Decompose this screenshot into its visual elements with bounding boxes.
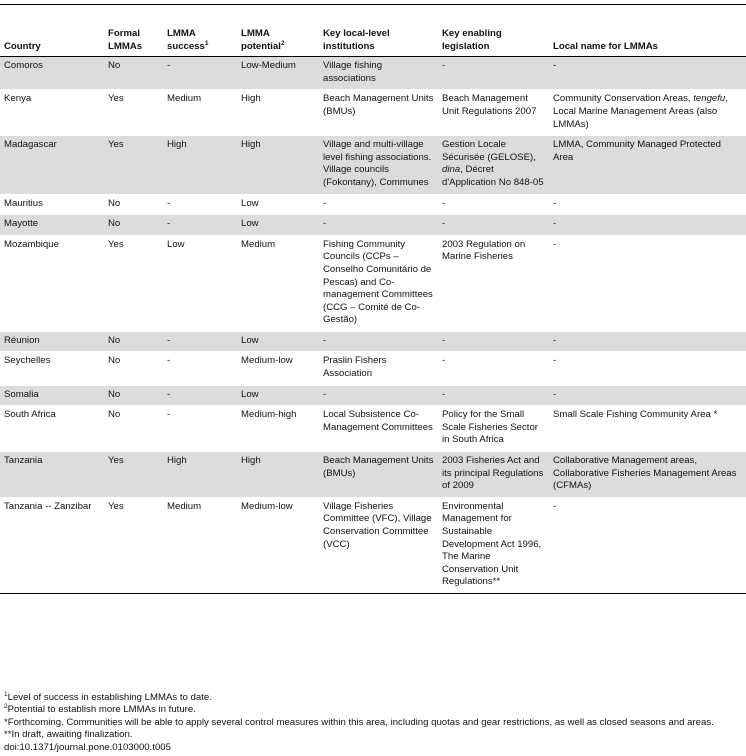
table-row — [0, 235, 746, 331]
cell-formal: No — [104, 194, 163, 215]
footnote-1 — [4, 692, 746, 704]
cell-country: Mayotte — [0, 215, 104, 236]
table-row — [0, 385, 746, 406]
cell-success: - — [163, 215, 237, 236]
cell-institutions: - — [319, 215, 438, 236]
footnote-2-marker: 2 — [4, 703, 8, 711]
cell-country: Madagascar — [0, 136, 104, 194]
footnotes — [4, 692, 746, 754]
cell-legislation: Environmental Management for Sustainable Development Act 1996, The Marine Conservation Unit Regulations** — [438, 497, 549, 593]
cell-localname: - — [549, 57, 746, 90]
cell-legislation: - — [438, 385, 549, 406]
cell-localname-post: , Local Marine Management Areas (also LMMAs) — [553, 93, 728, 130]
cell-success: - — [163, 331, 237, 352]
cell-legislation: - — [438, 215, 549, 236]
cell-success: High — [163, 452, 237, 498]
cell-potential: Low-Medium — [237, 57, 319, 90]
cell-institutions: Beach Management Units (BMUs) — [319, 90, 438, 136]
cell-country: Comoros — [0, 57, 104, 90]
cell-formal: Yes — [104, 136, 163, 194]
table-row — [0, 331, 746, 352]
cell-localname: - — [549, 215, 746, 236]
header-legislation: Key enabling legislation — [438, 5, 549, 57]
header-formal: Formal LMMAs — [104, 5, 163, 57]
cell-localname: - — [549, 385, 746, 406]
cell-country: Mauritius — [0, 194, 104, 215]
doi-text: doi:10.1371/journal.pone.0103000.t005 — [4, 741, 171, 753]
cell-potential: Low — [237, 331, 319, 352]
cell-formal: No — [104, 352, 163, 385]
header-success-sup: 1 — [204, 39, 209, 47]
footnote-1-text: Level of success in establishing LMMAs to date. — [7, 692, 212, 703]
cell-country: Réunion — [0, 331, 104, 352]
cell-institutions: Beach Management Units (BMUs) — [319, 452, 438, 498]
table-row — [0, 194, 746, 215]
header-success: LMMA success$^1$ — [163, 5, 237, 57]
table-row — [0, 215, 746, 236]
cell-institutions: - — [319, 194, 438, 215]
cell-potential: Medium-high — [237, 406, 319, 452]
cell-formal: No — [104, 215, 163, 236]
header-institutions: Key local-level institutions — [319, 5, 438, 57]
cell-country: Mozambique — [0, 235, 104, 331]
cell-legislation-pre: Gestion Locale Sécurisée (GELOSE), — [442, 139, 536, 163]
cell-localname: - — [549, 352, 746, 385]
cell-institutions: Village and multi-village level fishing associations. Village councils (Fokontany), Communes — [319, 136, 438, 194]
table-row — [0, 406, 746, 452]
cell-formal: No — [104, 406, 163, 452]
table-row — [0, 136, 746, 194]
cell-legislation: Beach Management Unit Regulations 2007 — [438, 90, 549, 136]
cell-localname: LMMA, Community Managed Protected Area — [549, 136, 746, 194]
cell-localname: Small Scale Fishing Community Area * — [549, 406, 746, 452]
header-localname: Local name for LMMAs — [549, 5, 746, 57]
cell-potential: Low — [237, 385, 319, 406]
cell-potential: Medium-low — [237, 352, 319, 385]
cell-country: Tanzania — [0, 452, 104, 498]
table-row — [0, 452, 746, 498]
cell-formal: Yes — [104, 452, 163, 498]
cell-legislation: Policy for the Small Scale Fisheries Sector in South Africa — [438, 406, 549, 452]
cell-localname-pre: Community Conservation Areas, — [553, 93, 694, 105]
cell-legislation: 2003 Regulation on Marine Fisheries — [438, 235, 549, 331]
header-potential-sup: 2 — [280, 39, 285, 47]
table-row — [0, 90, 746, 136]
cell-success: - — [163, 57, 237, 90]
cell-country: Kenya — [0, 90, 104, 136]
cell-legislation: - — [438, 194, 549, 215]
cell-legislation-post: , Décret d'Application No 848-05 — [442, 164, 544, 188]
cell-potential: Medium-low — [237, 497, 319, 593]
cell-legislation: - — [438, 57, 549, 90]
cell-success: Medium — [163, 497, 237, 593]
cell-institutions: Village fishing associations — [319, 57, 438, 90]
cell-legislation: - — [438, 331, 549, 352]
cell-success: Low — [163, 235, 237, 331]
lmma-table — [0, 4, 746, 594]
cell-institutions: Praslin Fishers Association — [319, 352, 438, 385]
cell-institutions: Fishing Community Councils (CCPs – Conselho Comunitário de Pescas) and Co-management Committees (CCG – Comité de Co-Gestão) — [319, 235, 438, 331]
cell-institutions: Local Subsistence Co-Management Committees — [319, 406, 438, 452]
cell-success: Medium — [163, 90, 237, 136]
header-country: Country — [0, 5, 104, 57]
cell-country: South Africa — [0, 406, 104, 452]
cell-success: High — [163, 136, 237, 194]
cell-formal: Yes — [104, 90, 163, 136]
cell-formal: No — [104, 57, 163, 90]
cell-success: - — [163, 406, 237, 452]
cell-country: Somalia — [0, 385, 104, 406]
cell-potential: Medium — [237, 235, 319, 331]
cell-potential: Low — [237, 215, 319, 236]
footnote-2 — [4, 704, 746, 716]
table-row — [0, 57, 746, 90]
cell-country: Seychelles — [0, 352, 104, 385]
cell-localname: - — [549, 235, 746, 331]
cell-potential: Low — [237, 194, 319, 215]
cell-formal: Yes — [104, 235, 163, 331]
cell-formal: No — [104, 331, 163, 352]
cell-localname-ital: tengefu — [693, 93, 726, 105]
cell-localname: - — [549, 497, 746, 593]
footnote-1-marker: 1 — [4, 691, 8, 698]
cell-institutions: Village Fisheries Committee (VFC), Village Conservation Committee (VCC) — [319, 497, 438, 593]
table-body — [0, 57, 746, 594]
cell-success: - — [163, 194, 237, 215]
cell-legislation — [438, 136, 549, 194]
footnote-2-text: Potential to establish more LMMAs in future. — [7, 704, 196, 716]
cell-localname: - — [549, 194, 746, 215]
cell-country: Tanzania -- Zanzibar — [0, 497, 104, 593]
cell-legislation: 2003 Fisheries Act and its principal Regulations of 2009 — [438, 452, 549, 498]
cell-potential: High — [237, 90, 319, 136]
table-row — [0, 497, 746, 593]
cell-localname: - — [549, 331, 746, 352]
cell-success: - — [163, 385, 237, 406]
cell-legislation-ital: dina — [442, 164, 461, 176]
cell-localname — [549, 90, 746, 136]
header-row — [0, 5, 746, 57]
table-row — [0, 352, 746, 385]
cell-localname: Collaborative Management areas, Collaborative Fisheries Management Areas (CFMAs) — [549, 452, 746, 498]
cell-formal: No — [104, 385, 163, 406]
footnote-4: **In draft, awaiting finalization. — [4, 729, 133, 741]
cell-potential: High — [237, 452, 319, 498]
cell-potential: High — [237, 136, 319, 194]
cell-success: - — [163, 352, 237, 385]
footnote-3: *Forthcoming. Communities will be able to apply several control measures within this area, including quotas and gear restrictions, as well as closed seasons and areas. — [4, 716, 714, 728]
cell-institutions: - — [319, 331, 438, 352]
cell-formal: Yes — [104, 497, 163, 593]
header-potential: LMMA potential$^2$ — [237, 5, 319, 57]
cell-institutions: - — [319, 385, 438, 406]
cell-legislation: - — [438, 352, 549, 385]
